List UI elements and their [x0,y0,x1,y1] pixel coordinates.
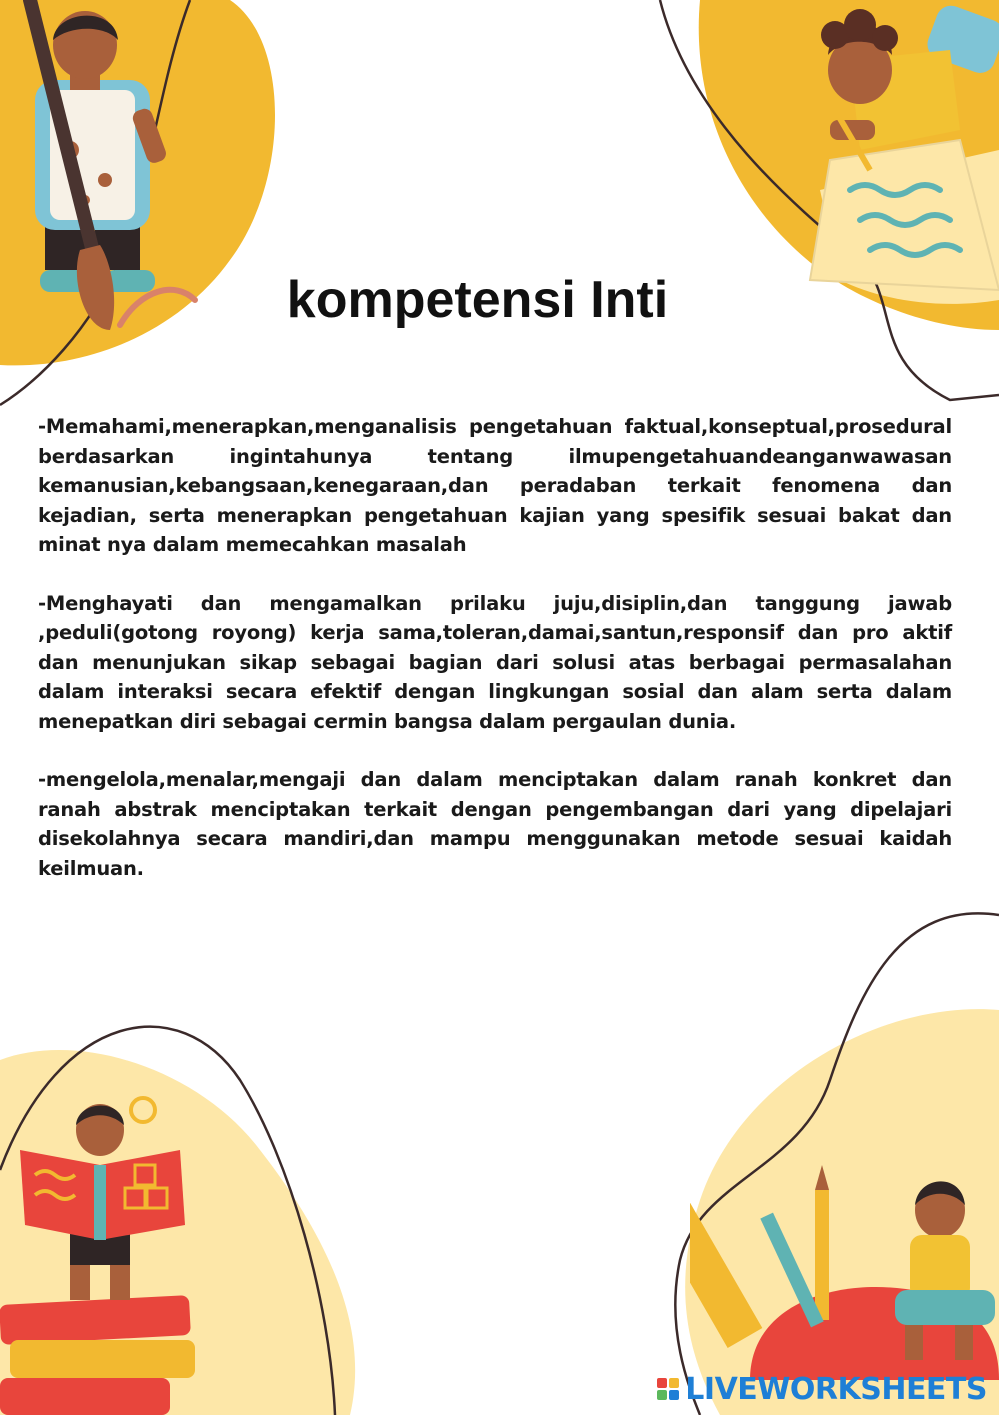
paragraph-3: -mengelola,menalar,mengaji dan dalam menciptakan dalam ranah konkret dan ranah abstrak menciptakan terkait dengan pengembangan dari yang dipelajari disekolahnya secara mandiri,dan mampu menggunakan metode sesuai kaidah keilmuan. [38,768,952,880]
body-text [38,412,952,912]
boy-with-stationery-icon [690,1150,999,1380]
watermark-text: LIVEWORKSHEETS [685,1371,987,1407]
paragraph-2: -Menghayati dan mengamalkan prilaku juju,disiplin,dan tanggung jawab ,peduli(gotong royong) kerja sama,toleran,damai,santun,responsif dan pro aktif dan menunjukan sikap sebagai bagian dari solusi atas berbagai permasalahan dalam interaksi secara efektif dengan lingkungan sosial dan alam serta dalam menepatkan diri sebagai cermin bangsa dalam pergaulan dunia. [38,591,952,733]
liveworksheets-watermark [657,1371,987,1407]
child-writing-icon [790,0,999,310]
boy-reading-on-books-icon [0,1090,210,1415]
paragraph-1: -Memahami,menerapkan,menganalisis pengetahuan faktual,konseptual,prosedural berdasarkan ingintahunya tentang ilmupengetahuandeanganwawasan kemanusian,kebangsaan,kenegaraan,dan peradaban terkait fenomena dan kejadian, serta menerapkan pengetahuan kajian yang spesifik sesuai bakat dan minat nya dalam memecahkan masalah [38,415,952,556]
page-title: kompetensi Inti [286,271,669,329]
liveworksheets-logo-icon [657,1378,679,1400]
